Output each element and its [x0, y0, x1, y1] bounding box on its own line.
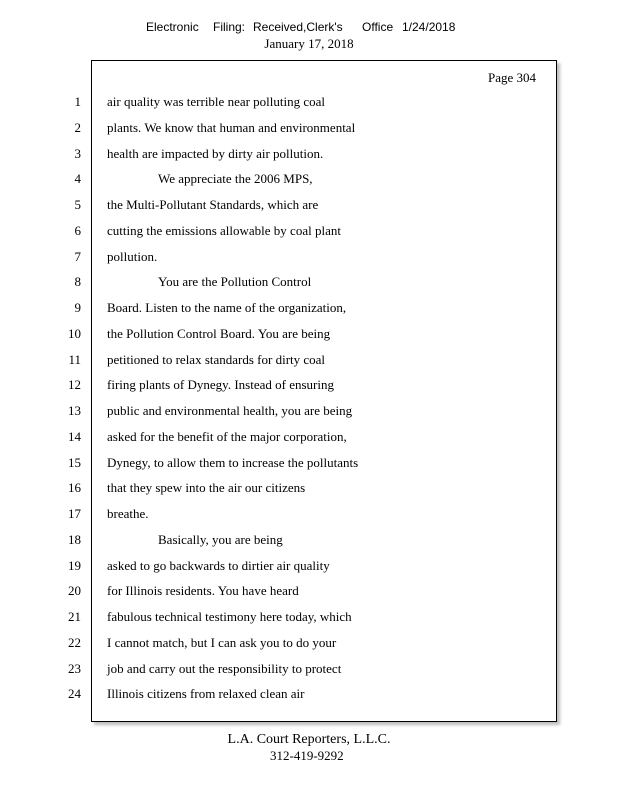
transcript-line: the Pollution Control Board. You are being — [107, 326, 331, 341]
transcript-line: Illinois citizens from relaxed clean air — [107, 686, 305, 701]
transcript-line: firing plants of Dynegy. Instead of ensuring — [107, 377, 334, 392]
filing-stamp-word: Filing: — [213, 20, 246, 34]
transcript-line: Board. Listen to the name of the organization, — [107, 300, 347, 315]
transcript-line: health are impacted by dirty air pollution. — [107, 146, 324, 161]
transcript-line: Dynegy, to allow them to increase the pollutants — [107, 455, 359, 470]
line-number: 20 — [68, 583, 81, 598]
filing-stamp-word: Electronic — [146, 20, 199, 34]
filing-stamp-word: Office — [362, 20, 394, 34]
line-number: 4 — [74, 171, 81, 186]
page-number: Page 304 — [488, 70, 537, 85]
transcript-line: We appreciate the 2006 MPS, — [158, 171, 313, 186]
line-number: 2 — [74, 120, 81, 135]
transcript-line: air quality was terrible near polluting coal — [107, 94, 326, 109]
transcript-line: asked to go backwards to dirtier air quality — [107, 558, 330, 573]
court-reporter-phone: 312-419-9292 — [270, 748, 344, 763]
line-number: 5 — [74, 197, 81, 212]
line-number: 7 — [74, 249, 81, 264]
transcript-line: fabulous technical testimony here today, which — [107, 609, 352, 624]
transcript-line: that they spew into the air our citizens — [107, 480, 306, 495]
line-number: 3 — [74, 146, 81, 161]
line-number: 1 — [74, 94, 81, 109]
transcript-line: You are the Pollution Control — [158, 274, 312, 289]
electronic-filing-stamp — [0, 20, 618, 36]
filing-stamp-word: Received,Clerk's — [253, 20, 343, 34]
line-number: 15 — [68, 455, 81, 470]
court-reporter-company: L.A. Court Reporters, L.L.C. — [227, 732, 391, 747]
transcript-line: I cannot match, but I can ask you to do your — [107, 635, 337, 650]
transcript-line: asked for the benefit of the major corporation, — [107, 429, 347, 444]
transcript-line: pollution. — [107, 249, 158, 264]
line-number: 21 — [68, 609, 81, 624]
line-number: 13 — [68, 403, 81, 418]
line-number: 22 — [68, 635, 81, 650]
transcript-line: public and environmental health, you are being — [107, 403, 353, 418]
line-number: 19 — [68, 558, 81, 573]
line-number: 8 — [74, 274, 81, 289]
line-number: 6 — [74, 223, 81, 238]
filing-stamp-date: 1/24/2018 — [402, 20, 456, 34]
transcript-line: for Illinois residents. You have heard — [107, 583, 299, 598]
line-number: 9 — [74, 300, 81, 315]
transcript-line: cutting the emissions allowable by coal plant — [107, 223, 341, 238]
transcript-line: the Multi-Pollutant Standards, which are — [107, 197, 319, 212]
transcript-line: job and carry out the responsibility to protect — [107, 661, 342, 676]
line-number: 10 — [68, 326, 81, 341]
line-number: 17 — [68, 506, 81, 521]
transcript-line: plants. We know that human and environmental — [107, 120, 356, 135]
line-number: 23 — [68, 661, 81, 676]
line-number: 11 — [68, 352, 81, 367]
line-number: 16 — [68, 480, 81, 495]
transcript-line: petitioned to relax standards for dirty coal — [107, 352, 326, 367]
line-number: 12 — [68, 377, 81, 392]
transcript-line: Basically, you are being — [158, 532, 283, 547]
hearing-date: January 17, 2018 — [264, 36, 354, 51]
line-number: 18 — [68, 532, 81, 547]
transcript-line: breathe. — [107, 506, 149, 521]
line-number: 24 — [68, 686, 81, 701]
line-number: 14 — [68, 429, 81, 444]
